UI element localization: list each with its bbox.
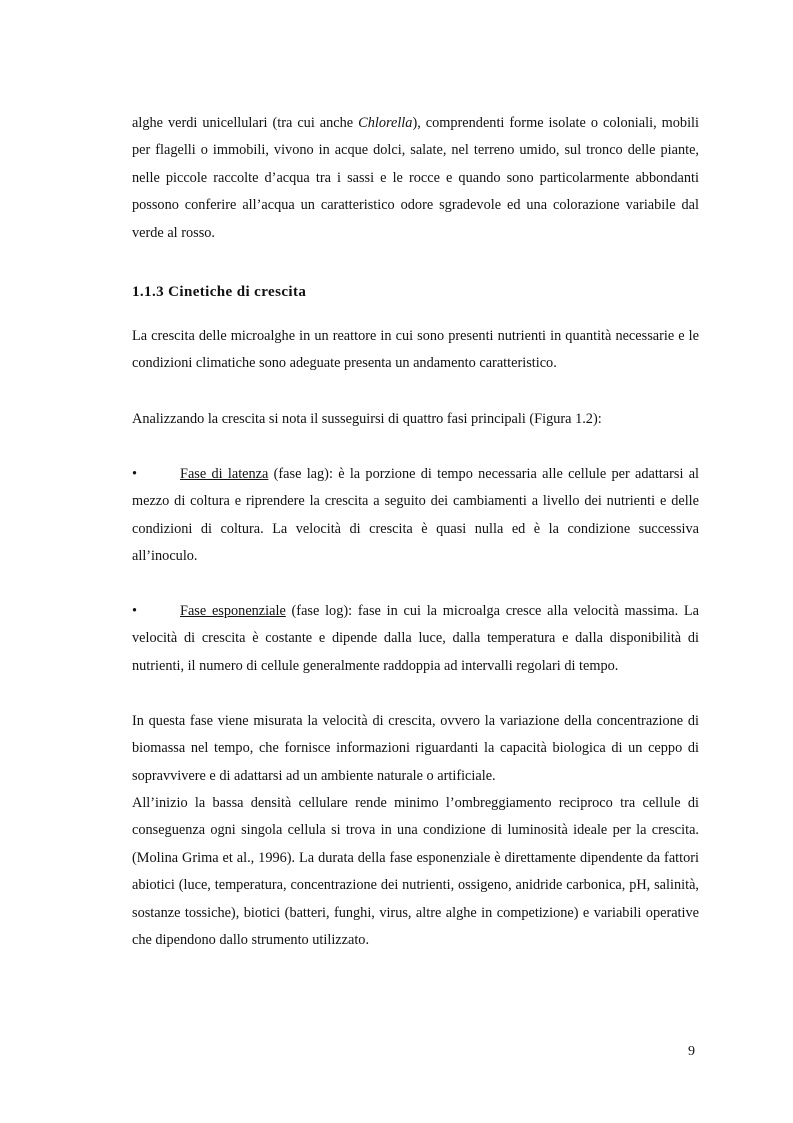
intro-paragraph <box>132 110 699 247</box>
section-heading: 1.1.3 Cinetiche di crescita <box>132 284 307 300</box>
intro-text-end: ), comprendenti forme isolate o coloniali, mobili per flagelli o immobili, vivono in acque dolci, salate, nel terreno umido, sul tronco delle piante, nelle piccole raccolte d’acqua tra i sassi e le rocce e quando sono particolarmente abbondanti possono conferire all’acqua un caratteristico odore sgradevole ed una colorazione variabile dal verde al rosso. <box>132 115 699 241</box>
term-lag-phase: Fase di latenza <box>180 466 269 482</box>
paragraph-phases-intro: Analizzando la crescita si nota il susseguirsi di quattro fasi principali (Figura 1.2): <box>132 411 602 427</box>
page-number: 9 <box>688 1044 695 1059</box>
intro-text-start: alghe verdi unicellulari (tra cui anche <box>132 115 359 131</box>
paragraph-growth-intro: La crescita delle microalghe in un reattore in cui sono presenti nutrienti in quantità necessarie e le condizioni climatiche sono adeguate presenta un andamento caratteristico. <box>132 328 699 372</box>
bullet-exponential-phase <box>132 598 699 680</box>
bullet-lag-phase <box>132 461 699 571</box>
term-exponential-phase: Fase esponenziale <box>180 603 286 619</box>
paragraph-growth-rate: In questa fase viene misurata la velocità di crescita, ovvero la variazione della concentrazione di biomassa nel tempo, che fornisce informazioni riguardanti la capacità biologica di un ceppo di sopravvivere e di adattarsi ad un ambiente naturale o artificiale. <box>132 713 699 784</box>
italic-species-name: Chlorella <box>358 115 413 131</box>
lag-phase-description: (fase lag): è la porzione di tempo necessaria alle cellule per adattarsi al mezzo di coltura e riprendere la crescita a seguito dei cambiamenti a livello dei nutrienti e delle condizioni di coltura. La velocità di crescita è quasi nulla ed è la condizione successiva all’inoculo. <box>132 466 700 565</box>
bullet-marker: • <box>132 603 138 619</box>
exponential-phase-description: (fase log): fase in cui la microalga cresce alla velocità massima. La velocità di crescita è costante e dipende dalla luce, dalla temperatura e dalla disponibilità di nutrienti, il numero di cellule generalmente raddoppia ad intervalli regolari di tempo. <box>132 603 699 674</box>
paragraph-cell-density: All’inizio la bassa densità cellulare rende minimo l’ombreggiamento reciproco tra cellule di conseguenza ogni singola cellula si trova in una condizione di luminosità ideale per la crescita. (Molina Grima et al., 1996). La durata della fase esponenziale è direttamente dipendente da fattori abiotici (luce, temperatura, concentrazione dei nutrienti, ossigeno, anidride carbonica, pH, salinità, sostanze tossiche), biotici (batteri, funghi, virus, altre alghe in competizione) e variabili operative che dipendono dallo strumento utilizzato. <box>132 795 699 949</box>
bullet-marker: • <box>132 466 138 482</box>
